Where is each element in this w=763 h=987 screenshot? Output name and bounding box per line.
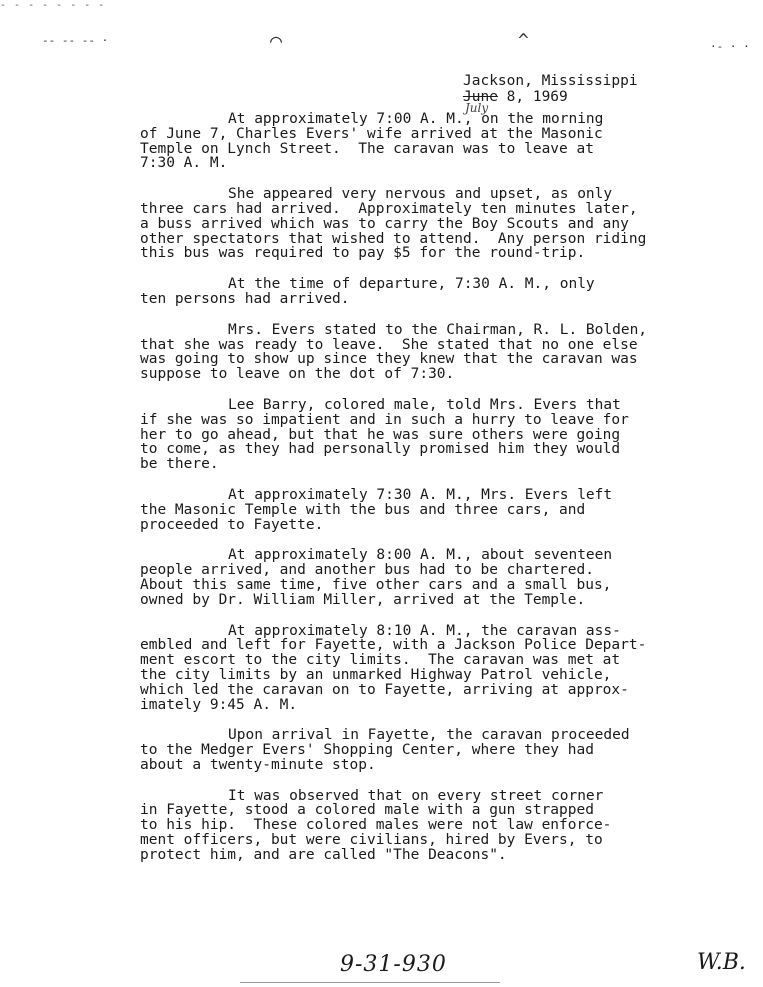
paragraph [140,488,680,532]
file-number: 9-31-930 [340,952,447,977]
paragraph [140,398,680,472]
paragraph-rest: three cars had arrived. Approximately ten minutes later, a buss arrived which was to carry the Boy Scouts and any other spectators that wished to attend. Any person riding this bus was required to pay $5 for the round-trip. [140,200,647,262]
report-body [140,112,680,879]
paragraph-rest: the Masonic Temple with the bus and three cars, and proceeded to Fayette. [140,501,586,533]
paragraph [140,277,680,307]
paragraph-first-line: At approximately 7:00 A. M., on the morning [228,111,604,127]
letter-header [463,73,638,115]
date-rest: 8, 1969 [497,89,568,105]
paragraph-first-line: Mrs. Evers stated to the Chairman, R. L. Bolden, [228,321,648,338]
header-city: Jackson, Mississippi [463,73,638,89]
paragraph-first-line: At approximately 8:00 A. M., about seventeen [228,547,613,564]
paragraph [140,789,680,863]
paragraph-first-line: At approximately 7:30 A. M., Mrs. Evers left [228,486,613,503]
paragraph-rest: people arrived, and another bus had to be chartered. About this same time, five other cars and a small bus, owned by Dr. William Miller, arrived at the Temple. [140,562,612,608]
corner-mark-left: -- -- -- · [42,34,109,47]
paragraph-rest: that she was ready to leave. She stated that no one else was going to show up since they knew that the caravan was suppose to leave on the dot of 7:30. [140,336,638,383]
paragraph-rest: if she was so impatient and in such a hurry to leave for her to go ahead, but that he was sure others were going to come, as they had personally promised him they would be there. [140,411,629,473]
paragraph-rest: of June 7, Charles Evers' wife arrived at the Masonic Temple on Lynch Street. The caravan was to leave at 7:30 A. M. [140,125,603,172]
paragraph-first-line: She appeared very nervous and upset, as only [228,186,613,203]
punch-mark-right: ^ [518,30,529,51]
paragraph-first-line: It was observed that on every street corner [228,787,604,804]
paragraph-rest: in Fayette, stood a colored male with a gun strapped to his hip. These colored males were not law enforce- ment officers, but were civilians, hired by Evers, to protect him, and are called "The Deacons". [140,802,612,863]
paragraph-first-line: Upon arrival in Fayette, the caravan proceeded [228,727,630,744]
paragraph-rest: ten persons had arrived. [140,290,350,307]
paragraph [140,728,680,772]
punch-mark-left: ⌒ [270,28,283,52]
paragraph-rest: to the Medger Evers' Shopping Center, where they had about a twenty-minute stop. [140,742,594,773]
paragraph [140,624,680,713]
handwritten-initials: W.B. [697,950,746,975]
date-month-struck: June [463,89,498,105]
header-date [463,89,638,115]
paragraph [140,187,680,261]
paragraph [140,323,680,382]
paragraph [140,548,680,607]
top-edge-marks: - - - - - - - - [0,0,106,11]
bottom-edge-line [240,982,500,983]
corner-mark-right: ·- · · [710,40,750,53]
paragraph-first-line: At approximately 8:10 A. M., the caravan ass- [228,622,621,639]
paragraph-first-line: At the time of departure, 7:30 A. M., only [228,276,595,293]
date-month-handwritten: July [465,101,489,115]
paragraph-rest: embled and left for Fayette, with a Jackson Police Depart- ment escort to the city limits. The caravan was met at the city limits by an unmarked Highway Patrol vehicle, which led the caravan on to Fayette, arriving at approx- imately 9:45 A. M. [140,637,647,713]
paragraph-first-line: Lee Barry, colored male, told Mrs. Evers that [228,396,621,413]
paragraph [140,112,680,171]
